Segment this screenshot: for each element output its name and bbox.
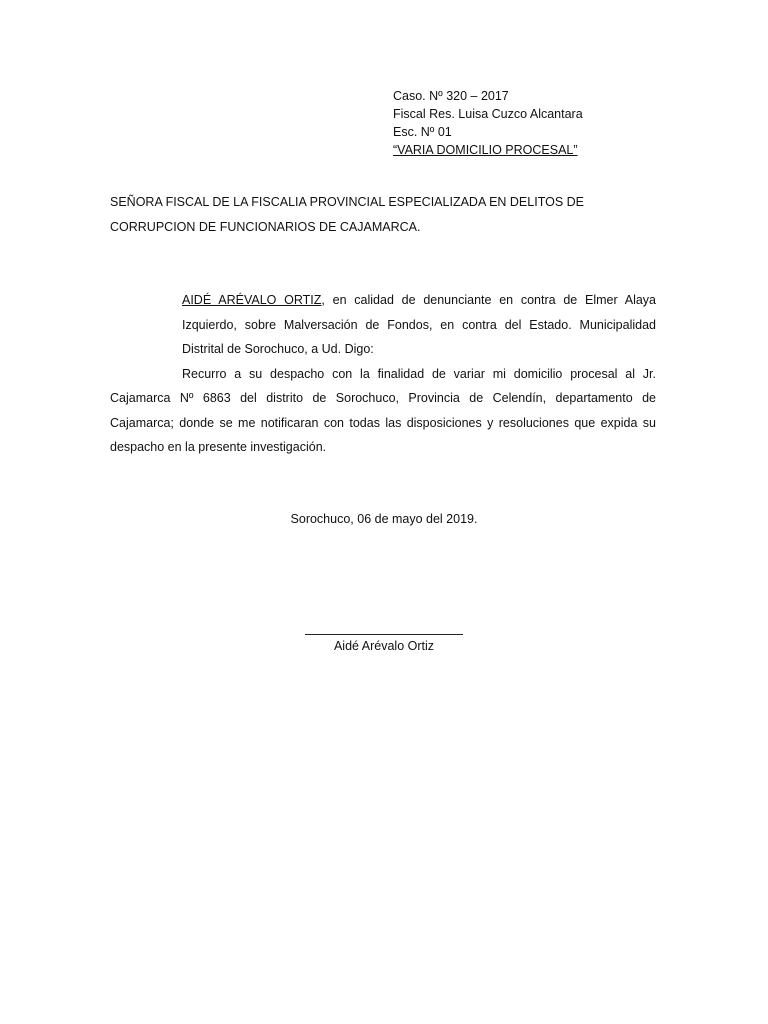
intro-text: , en calidad de denunciante en contra de Elmer Alaya Izquierdo, sobre Malversación de Fondos, en contra del Estado. Municipalidad Distrital de Sorochuco, a Ud. Digo: (182, 293, 656, 356)
document-subject: “VARIA DOMICILIO PROCESAL” (393, 143, 578, 157)
request-paragraph: Recurro a su despacho con la finalidad de variar mi domicilio procesal al Jr. Cajamarca Nº 6863 del distrito de Sorochuco, Provincia de Celendín, departamento de Cajamarca; donde se me notificaran con todas las disposiciones y resoluciones que expida su despacho en la presente investigación. (110, 366, 656, 454)
date-line: Sorochuco, 06 de mayo del 2019. (290, 512, 478, 526)
addressee: SEÑORA FISCAL DE LA FISCALIA PROVINCIAL ESPECIALIZADA EN DELITOS DE CORRUPCION DE FUNCIONARIOS DE CAJAMARCA. (110, 195, 584, 234)
case-number: Caso. Nº 320 – 2017 (393, 89, 509, 103)
escrito-number: Esc. Nº 01 (393, 125, 452, 139)
document-body (110, 288, 656, 460)
fiscal-name: Fiscal Res. Luisa Cuzco Alcantara (393, 107, 583, 121)
signature-name: Aidé Arévalo Ortiz (333, 639, 435, 653)
signature-line (305, 620, 463, 635)
complainant-name: AIDÉ ARÉVALO ORTIZ (182, 293, 322, 307)
signature-block (300, 620, 468, 655)
case-header (393, 87, 583, 159)
intro-paragraph (182, 288, 656, 362)
